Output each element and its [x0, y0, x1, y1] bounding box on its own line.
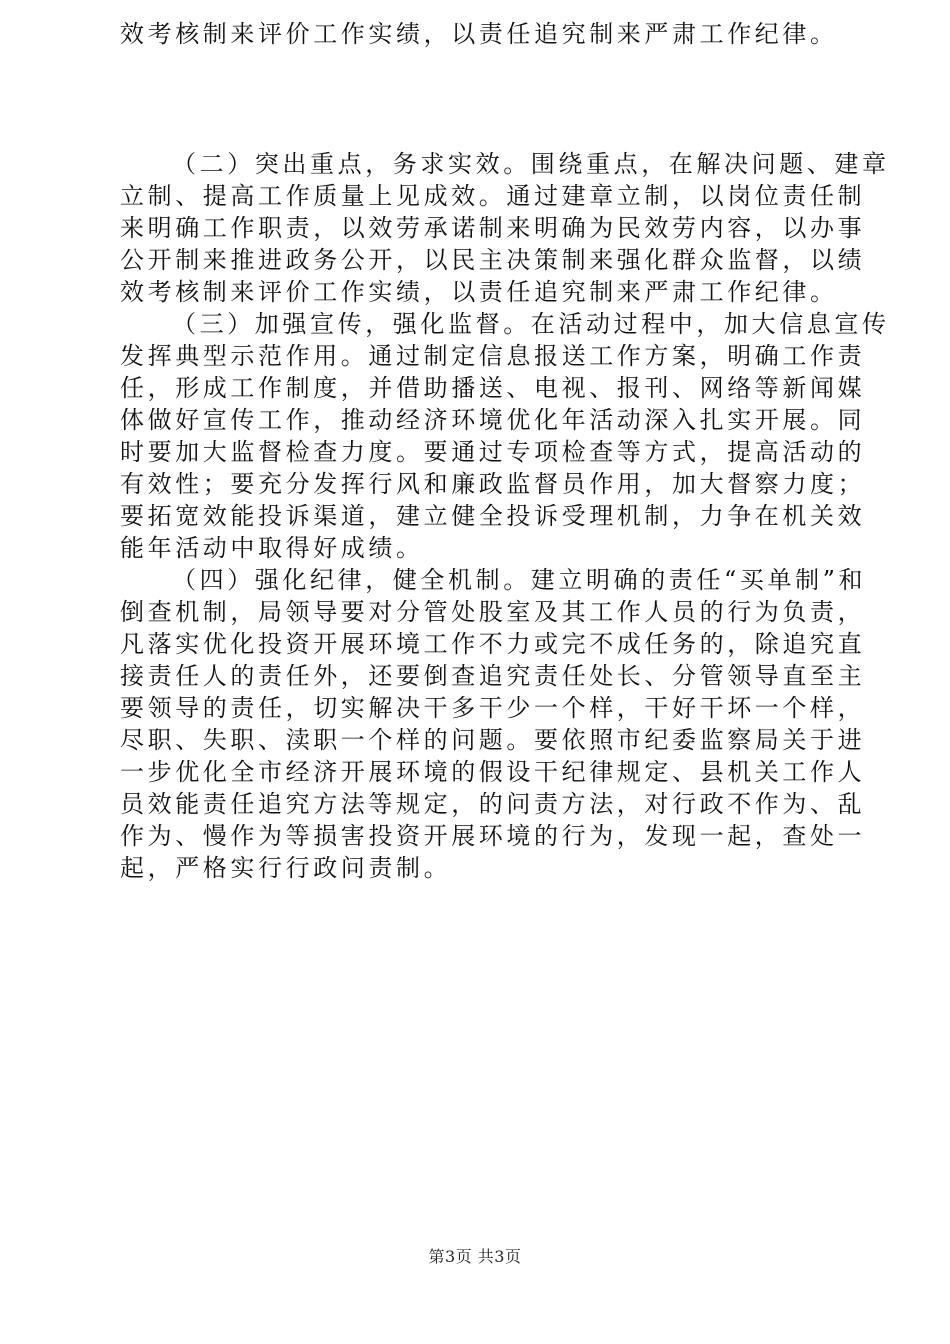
paragraph-line: 任，形成工作制度，并借助播送、电视、报刊、网络等新闻媒 [120, 374, 866, 402]
paragraph-line: 员效能责任追究方法等规定，的问责方法，对行政不作为、乱 [120, 790, 866, 818]
paragraph-line: 接责任人的责任外，还要倒查追究责任处长、分管领导直至主 [120, 662, 866, 690]
paragraph-line: 倒查机制，局领导要对分管处股室及其工作人员的行为负责， [120, 598, 866, 626]
paragraph-line: 效考核制来评价工作实绩，以责任追究制来严肃工作纪律。 [120, 278, 838, 306]
paragraph-line: （三）加强宣传，强化监督。在活动过程中，加大信息宣传 [172, 310, 890, 338]
paragraph-line: 要拓宽效能投诉渠道，建立健全投诉受理机制，力争在机关效 [120, 502, 866, 530]
paragraph-line: 发挥典型示范作用。通过制定信息报送工作方案，明确工作责 [120, 342, 866, 370]
paragraph-2 [120, 148, 890, 308]
paragraph-3 [120, 308, 890, 564]
paragraph-line: 能年活动中取得好成绩。 [120, 534, 424, 562]
paragraph-line: 公开制来推进政务公开，以民主决策制来强化群众监督，以绩 [120, 246, 866, 274]
paragraph-4 [120, 564, 867, 884]
paragraph-line: （四）强化纪律，健全机制。建立明确的责任“买单制”和 [172, 566, 867, 594]
paragraph-line: （二）突出重点，务求实效。围绕重点，在解决问题、建章 [172, 150, 890, 178]
paragraph-line: 有效性；要充分发挥行风和廉政监督员作用，加大督察力度； [120, 470, 866, 498]
paragraph-gap [120, 50, 840, 148]
page-footer: 第3页 共3页 [428, 1247, 522, 1266]
top-fragment-line: 效考核制来评价工作实绩，以责任追究制来严肃工作纪律。 [120, 20, 838, 48]
paragraph-line: 起，严格实行行政问责制。 [120, 854, 452, 882]
paragraph-line: 尽职、失职、渎职一个样的问题。要依照市纪委监察局关于进 [120, 726, 866, 754]
paragraph-line: 体做好宣传工作，推动经济环境优化年活动深入扎实开展。同 [120, 406, 866, 434]
paragraph-line: 要领导的责任，切实解决干多干少一个样，干好干坏一个样， [120, 694, 866, 722]
paragraph-line: 一步优化全市经济开展环境的假设干纪律规定、县机关工作人 [120, 758, 866, 786]
paragraph-line: 凡落实优化投资开展环境工作不力或完不成任务的，除追究直 [120, 630, 866, 658]
paragraph-line: 作为、慢作为等损害投资开展环境的行为，发现一起，查处一 [120, 822, 866, 850]
paragraph-line: 时要加大监督检查力度。要通过专项检查等方式，提高活动的 [120, 438, 866, 466]
paragraph-line: 来明确工作职责，以效劳承诺制来明确为民效劳内容，以办事 [120, 214, 866, 242]
paragraph-line: 立制、提高工作质量上见成效。通过建章立制，以岗位责任制 [120, 182, 866, 210]
document-body [120, 18, 890, 884]
